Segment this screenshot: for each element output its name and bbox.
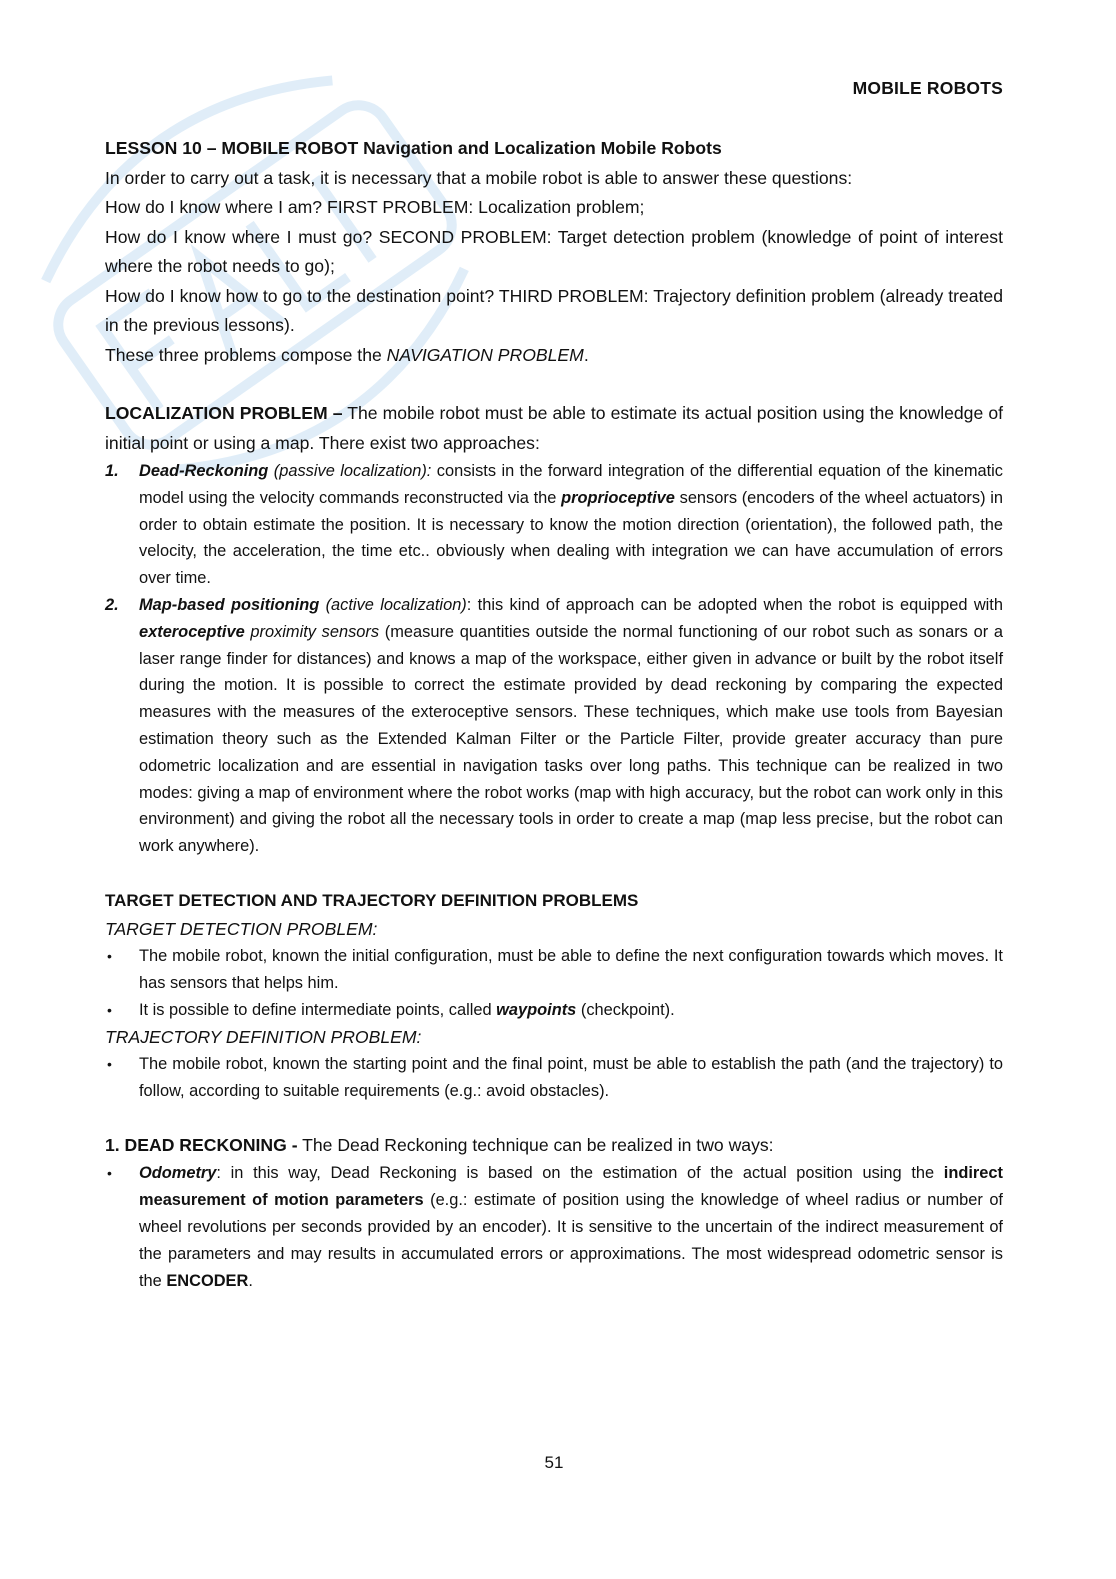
- target-detection-list: [105, 943, 1003, 1023]
- trajectory-subheading: TRAJECTORY DEFINITION PROBLEM:: [105, 1027, 422, 1048]
- targets-heading: TARGET DETECTION AND TRAJECTORY DEFINITION PROBLEMS: [105, 890, 639, 910]
- page-number: 51: [544, 1453, 564, 1472]
- localization-approaches-list: [105, 458, 1003, 860]
- list-item: 1. Dead-Reckoning (passive localization): consists in the forward integration of the differential equation of the kinematic model using the velocity commands reconstructed via the proprioceptive sensors (encoders of the wheel actuators) in order to obtain estimate the position. It is necessary to know the motion direction (orientation), the followed path, the velocity, the acceleration, the time etc.. obviously when dealing with integration we can have accumulation of errors over time.: [105, 462, 1003, 588]
- bullet-icon: •: [107, 1165, 112, 1182]
- bullet-icon: •: [107, 947, 112, 964]
- list-item: • The mobile robot, known the initial configuration, must be able to define the next configuration towards which moves. It has sensors that helps him.: [105, 943, 1003, 997]
- intro-summary: These three problems compose the NAVIGATION PROBLEM.: [105, 344, 589, 365]
- list-item: • The mobile robot, known the starting point and the final point, must be able to establish the path (and the trajectory) to follow, according to suitable requirements (e.g.: avoid obstacles).: [105, 1051, 1003, 1105]
- list-item: • Odometry: in this way, Dead Reckoning is based on the estimation of the actual position using the indirect measurement of motion parameters (e.g.: estimate of position using the knowledge of wheel radius or number of wheel revolutions per seconds provided by an encoder). It is sensitive to the uncertain of the indirect measurement of the parameters and may results in accumulated errors or approximations. The most widespread odometric sensor is the ENCODER.: [105, 1160, 1003, 1294]
- localization-paragraph: LOCALIZATION PROBLEM – The mobile robot must be able to estimate its actual position using the knowledge of initial point or using a map. There exist two approaches:: [105, 403, 1003, 453]
- intro-line: In order to carry out a task, it is necessary that a mobile robot is able to answer these questions:: [105, 167, 853, 188]
- bullet-icon: •: [107, 1056, 112, 1073]
- dead-reckoning-title: 1. DEAD RECKONING -: [105, 1134, 298, 1155]
- list-item: • It is possible to define intermediate points, called waypoints (checkpoint).: [105, 997, 1003, 1024]
- page-content: [105, 134, 1003, 1294]
- intro-question-2: How do I know where I must go? SECOND PROBLEM: Target detection problem (knowledge of point of interest where the robot needs to go);: [105, 226, 1003, 276]
- intro-question-3: How do I know how to go to the destination point? THIRD PROBLEM: Trajectory definition problem (already treated in the previous lessons).: [105, 285, 1003, 335]
- intro-question-1: How do I know where I am? FIRST PROBLEM: Localization problem;: [105, 197, 645, 217]
- dead-reckoning-paragraph: 1. DEAD RECKONING - The Dead Reckoning technique can be realized in two ways:: [105, 1134, 774, 1155]
- dead-reckoning-list: [105, 1160, 1003, 1294]
- list-item: 2. Map-based positioning (active localization): this kind of approach can be adopted when the robot is equipped with exteroceptive proximity sensors (measure quantities outside the normal functioning of our robot such as sonars or a laser range finder for distances) and knows a map of the workspace, either given in advance or built by the robot itself during the motion. It is possible to correct the estimate provided by dead reckoning by comparing the expected measures with the measures of the exteroceptive sensors. These techniques, which make use tools from Bayesian estimation theory such as the Extended Kalman Filter or the Particle Filter, provide greater accuracy than pure odometric localization and are essential in navigation tasks over long paths. This technique can be realized in two modes: giving a map of environment where the robot works (map with high accuracy, but the robot can work only in this environment) and giving the robot all the necessary tools in order to create a map (map less precise, but the robot can work anywhere).: [105, 595, 1003, 856]
- lesson-heading: LESSON 10 – MOBILE ROBOT Navigation and Localization Mobile Robots: [105, 138, 722, 158]
- running-header: MOBILE ROBOTS: [852, 78, 1003, 98]
- trajectory-list: [105, 1051, 1003, 1105]
- bullet-icon: •: [107, 1001, 112, 1018]
- target-detection-subheading: TARGET DETECTION PROBLEM:: [105, 918, 378, 939]
- localization-title: LOCALIZATION PROBLEM –: [105, 403, 343, 423]
